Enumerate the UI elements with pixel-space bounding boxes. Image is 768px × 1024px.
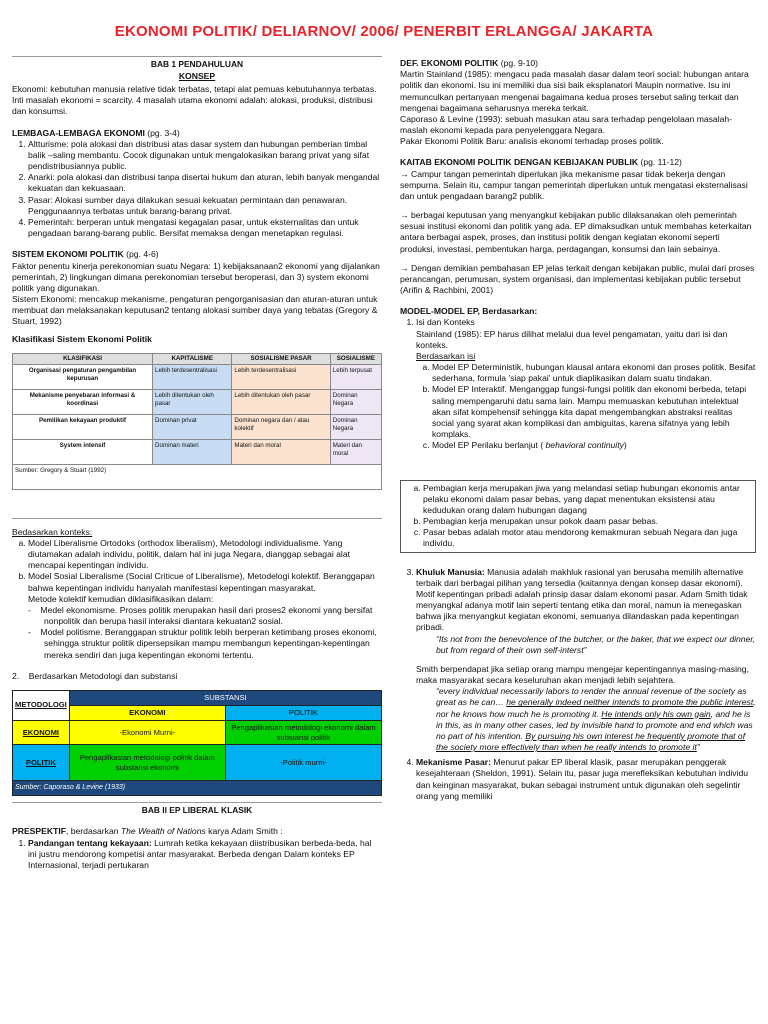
list-item: - Model politisme. Beranggapan struktur politik lebih berperan ketimbang proses ekonomi, sehingga struktur politik dipersepsikan mampu membangun kepentingan-kepentingan mereka sendiri dan juga kepentingan ekonomi tertentu. xyxy=(28,627,377,660)
section-heading: DEF. EKONOMI POLITIK (pg. 9-10) xyxy=(400,58,539,68)
paragraph: → Dengan demikian pembahasan EP jelas terkait dengan kebijakan public, mulai dari proses perancangan, perumusan, system organisasi, dan implementasi kebijakan public tersebut (Arifin & Rachbini, 2001) xyxy=(400,262,755,296)
list-item: 4. Mekanisme Pasar: Menurut pakar EP liberal klasik, pasar merupakan penggerak kesejahteraan (Sheldon, 1991). Selain itu, pasar juga merefleksikan kebutuhan individu dan keinginan masyarakat, bukan sebagai instrument untuk digunakan oleh segelintir orang yang memiliki xyxy=(416,757,756,802)
list-item: - Medel ekonomisme. Proses politik merupakan hasil dari proses2 ekonomi yang bersifat nonpolitik dan berupa hasil interaksi diantara kekuatan2 sosial. xyxy=(28,604,373,627)
subsection-heading: Bedasarkan konteks: xyxy=(12,526,93,537)
row-header: POLITIK xyxy=(13,745,70,781)
chapter-heading: BAB II EP LIBERAL KLASIK xyxy=(141,804,253,815)
list-item: 2. Anarki: pola alokasi dan distribusi tanpa disertai hukum dan aturan, lebih banyak mengandal kekuatan dan kekuasaan. xyxy=(28,172,382,194)
model-list xyxy=(400,317,756,451)
callout-box xyxy=(400,480,756,553)
list-item: 3. Khuluk Manusia: Manusia adalah makhluk rasional yan berusaha memilih alternative terbaik dari berbagai pilihan yang tersedia (kaitannya dengan konsep dasar ekonomi). Motif kepentingan pribadi adalah prinsip dasar dalam ekonomi pasar. Adam Smith tidak menyangkal adanya motif lain seperti tentang etika dan moral, namun ia menegaskan bahwa jika menyangkut kegiatan ekonomi, semuanya dilandaskan pada kepentingan pribadi. “Its not from the benevolence of the butcher, or the baker, that we expect our dinner, but from regard of their own self-interst” Smith berpendapat jika setiap orang mampu mengejar kepentingannya masing-masing, maka masyarakat secara keseluruhan akan menjadi lebih sejahtera. “every individual necessarily labors to render the annual revenue of the society as great as he can… he generally indeed neither intends to promote the public interest, nor he knows how much he is promoting it. He intends only his own gain, and he is in this, as in many other cases, led by invisible hand to promote and end which was no part of his intention. By pursuing his own interest he frequently promote that of the society more effectively than when he really intends to promote it” xyxy=(416,567,756,754)
paragraph: → berbagai keputusan yang menyangkut kebijakan public dilaksanakan oleh pemerintah sesuai institusi ekonomi dan politik yang ada. EP dimaksudkan untuk membahas keterkaitan antara berbagai aspek, proses, dan institusi politik dengan kegiatan ekonomi seperti produksi, investasi, pembentukan harga, perdagangan, konsumsi dan lain sebainya. xyxy=(400,210,752,254)
paragraph: Caporaso & Levine (1993): sebuah masukan atau sara terhadap pengelolaan masalah-maslah ekonomi kepada para penyelenggara Negara. xyxy=(400,113,733,136)
section-heading: SISTEM EKONOMI POLITIK (pg. 4-6) xyxy=(12,249,159,260)
table-row: Pemilikan kekayaan produktif Dominan privat Dominan negara dan / atau kolektif Dominan Negara xyxy=(13,414,382,439)
box-list xyxy=(407,483,749,550)
list-item: 3. Pasar: Alokasi sumber daya dilakukan sesuai kekuatan permintaan dan penawaran. Penggunaannya terbatas untuk barang-barang privat. xyxy=(28,195,382,217)
prespektif-list xyxy=(12,838,382,872)
list-item: b. Model Sosial Liberalisme (Social Criticue of Liberalisme), Metodelogi kolektif. Beranggapan bahwa kepentingan individu hanyalah manifestasi kepentingan masyarakat. xyxy=(28,571,382,593)
column-header: EKONOMI xyxy=(69,705,225,720)
column-header: SOSIALISME xyxy=(330,353,381,364)
konteks-list xyxy=(12,538,382,594)
paragraph: Faktor penentu kinerja perekonomian suatu Negara: 1) kebijaksanaan2 ekonomi yang dijalankan pemerintah, 2) lingkungan dimana perekonomian tersebut beroperasi, dan 3) system ekonomi politik yang digunakan. xyxy=(12,260,380,293)
column-header: POLITIK xyxy=(225,705,381,720)
paragraph: Metode kolektif kemudian diklasifikasikan dalam: xyxy=(28,593,214,604)
list-item: 1. Pandangan tentang kekayaan: Lumrah ketika kekayaan diistribusikan berbeda-beda, hal ini justru mendorong kompetisi antar masyarakat. Berbeda dengan Dalam konteks EP Internasional, terjadi pertukaran xyxy=(28,838,382,872)
list-item: b. Pembagian kerja merupakan unsur pokok daam pasar bebas. xyxy=(423,516,749,527)
paragraph: Martin Stainland (1985): mengacu pada masalah dasar dalam teori social: hubungan antara politik dan ekonomi. Isu ini memiliki dua sisi baik eksplanatori Maupin normative. Isu ini memunculkan pertanyaan mengenai bagaimana kedua proses tersebut saling terkait dan mengenai bagaimana seharusnya mereka terkait. xyxy=(400,69,749,113)
quote: “Its not from the benevolence of the butcher, or the baker, that we expect our dinner, but from regard of their own self-interst” xyxy=(436,633,756,655)
column-header: SUBSTANSI xyxy=(69,691,381,706)
list-item: c. Pasar bebas adalah motor atau mendorong kemakmuran sebuah Negara dan juga individu. xyxy=(423,527,749,549)
prespektif-list-cont xyxy=(400,567,756,802)
paragraph: Inti masalah ekonomi = scarcity. 4 masalah utama ekonomi adalah: alokasi, produksi, distribusi dan konsumsi. xyxy=(12,95,373,117)
table-source: Sumber: Gregory & Stuart (1992) xyxy=(13,464,382,489)
divider xyxy=(12,56,382,57)
metodologi-table: METODOLOGI SUBSTANSI EKONOMI POLITIK EKONOMI -Ekonomi Murni- Pengaplikasian metodologi ekonomi dalam substansi politik POLITIK Pengaplikasian metodologi politik dalam substansi ekonomi -Politik murni- Sumber: Caporaso & Levine (1933) xyxy=(12,690,382,796)
lembaga-list xyxy=(12,139,382,240)
kolektif-list xyxy=(12,605,382,661)
table-source: Sumber: Caporaso & Levine (1933) xyxy=(13,781,382,795)
list-item: a. Model Liberalisme Ortodoks (orthodox liberalism), Metodologi individualisme. Yang diutamakan adalah individu, politik, dalam hal ini juga Negara, dianggap sebagai alat mencapai kepentingan individu. xyxy=(28,538,382,572)
list-item: 1. Isi dan Konteks Stainland (1985): EP harus dilihat melalui dua level pengamatan, yaitu dari isi dan konteks. Berdasarkan isi a. Model EP Deterministik, hubungan klausal antara ekonomi dan proses politik. Besifat sederhana, formula 'siap pakai' untuk diaplikasikan dalam suatu tindakan. b. Model EP Interaktif. Menganggap fungsi-fungsi politik dan ekonomi berbeda, tetapi saling mempengaruhi datu sama lain. Mampu memuaskan kebutuhan intelektual akan sifat kompehensif sehingga kita dapat mengembangkan abstraksi realitas social yang syarat akan komplikasi dan ambiguitas, karena sifatnya yang lebih komplaks. c. Model EP Perilaku berlanjut ( behavioral continuity) xyxy=(416,317,756,451)
paragraph: Sistem Ekonomi: mencakup mekanisme, pengaturan pengorganisasian dan aturan-aturan untuk membuat dan melaksanakan keputusan2 tentang alokasi sumber daya yang tebatas (Gregory & Stuart, 1992) xyxy=(12,294,378,327)
list-item: 1. Altturisme: pola alokasi dan distribusi atas dasar system dan hubungan pemberian timbal balik –saling membantu. Cocok digunakan untuk mengalokasikan barang privat yang sifat pendistribusiannya public. xyxy=(28,139,382,173)
chapter-heading: BAB 1 PENDAHULUAN xyxy=(150,59,244,69)
klasifikasi-table xyxy=(12,353,382,490)
column-header: KAPITALISME xyxy=(153,353,232,364)
paragraph: Pakar Ekonomi Politik Baru: analisis ekonomi terhadap proses politik. xyxy=(400,136,664,147)
row-header: EKONOMI xyxy=(13,720,70,745)
isi-list xyxy=(416,362,756,451)
table-title: Klasifikasi Sistem Ekonomi Politik xyxy=(12,333,152,344)
document-title: EKONOMI POLITIK/ DELIARNOV/ 2006/ PENERBIT ERLANGGA/ JAKARTA xyxy=(114,23,654,40)
list-item: a. Model EP Deterministik, hubungan klausal antara ekonomi dan proses politik. Besifat sederhana, formula 'siap pakai' untuk diaplikasikan dalam suatu tindakan. xyxy=(432,362,756,384)
table-row: System intensif Dominan materi Materi dan moral Materi dan moral xyxy=(13,439,382,464)
paragraph: 2. Berdasarkan Metodologi dan substansi xyxy=(12,670,178,681)
left-column xyxy=(12,56,382,871)
paragraph: Smith berpendapat jika setiap orang mampu mengejar kepentingannya masing-masing, maka masyarakat secara keseluruhan akan menjadi lebih sejahtera. xyxy=(416,663,749,686)
section-heading: KONSEP xyxy=(178,70,216,81)
paragraph: → Campur tangan pemerintah diperlukan jika mekanisme pasar tidak bekerja dengan sempurna. Selain itu, campur tangan pemerintah diperlukan untuk mengatasi eksternalisasi dan untuk pengadaan barang2 publik. xyxy=(400,168,748,201)
list-item: a. Pembagian kerja merupakan jiwa yang melandasi setiap hubungan ekonomis antar pelaku ekonomi dalam pasar bebas, yang dapat menentukan eksistensi atau kedudukan orang dalam hubungan dagang xyxy=(423,483,749,517)
paragraph: PRESPEKTIF, berdasarkan The Wealth of Nations karya Adam Smith : xyxy=(12,826,283,837)
column-header: KLASIFIKASI xyxy=(13,353,153,364)
paragraph: Ekonomi: kebutuhan manusia relative tidak terbatas, tetapi alat pemuas kebutuhannya terbatas. xyxy=(12,84,377,95)
divider xyxy=(12,802,382,803)
section-heading: KAITAB EKONOMI POLITIK DENGAN KEBIJAKAN PUBLIK (pg. 11-12) xyxy=(400,157,682,168)
list-item: b. Model EP Interaktif. Menganggap fungsi-fungsi politik dan ekonomi berbeda, tetapi saling mempengaruhi datu sama lain. Mampu memuaskan kebutuhan intelektual akan sifat kompehensif sehingga kita dapat mengembangkan abstraksi realitas social yang syarat akan komplikasi dan ambiguitas, karena sifatnya yang lebih komplaks. xyxy=(432,384,756,440)
table-row: Organisasi pengaturan pengambilan kepurusan Lebih terdesentralisasi Lebih terdesentralisasi Lebih terpusat xyxy=(13,364,382,389)
divider xyxy=(12,518,382,519)
section-heading: LEMBAGA-LEMBAGA EKONOMI (pg. 3-4) xyxy=(12,127,180,138)
quote: “every individual necessarily labors to render the annual revenue of the society as great as he can… he generally indeed neither intends to promote the public interest, nor he knows how much he is promoting it. He intends only his own gain, and he is in this, as in many other cases, led by invisible hand to promote and end which was no part of his intention. By pursuing his own interest he frequently promote that of the society more effectively than when he really intends to promote it” xyxy=(436,686,756,753)
section-heading: MODEL-MODEL EP, Berdasarkan: xyxy=(400,306,538,317)
list-item: 4. Pemerintah: berperan untuk mengatasi kegagalan pasar, untuk eksternalitas dan untuk pengadaan barang-barang public. Bersifat memaksa dengan menetapkan regulasi. xyxy=(28,217,382,239)
right-column xyxy=(400,56,756,802)
paragraph: Stainland (1985): EP harus dilihat melalui dua level pengamatan, yaitu dari isi dan konteks. xyxy=(416,328,728,350)
subsection-heading: Berdasarkan isi xyxy=(416,350,476,361)
table-row: Mekanisme penyebaran informasi & koordinasi Lebih ditentukan oleh pasar Lebih ditentukan oleh pasar Dominan Negara xyxy=(13,389,382,414)
table-source-row xyxy=(13,464,382,489)
list-item: c. Model EP Perilaku berlanjut ( behavioral continuity) xyxy=(432,440,756,451)
table-header-row xyxy=(13,353,382,364)
column-header: SOSIALISME PASAR xyxy=(232,353,330,364)
